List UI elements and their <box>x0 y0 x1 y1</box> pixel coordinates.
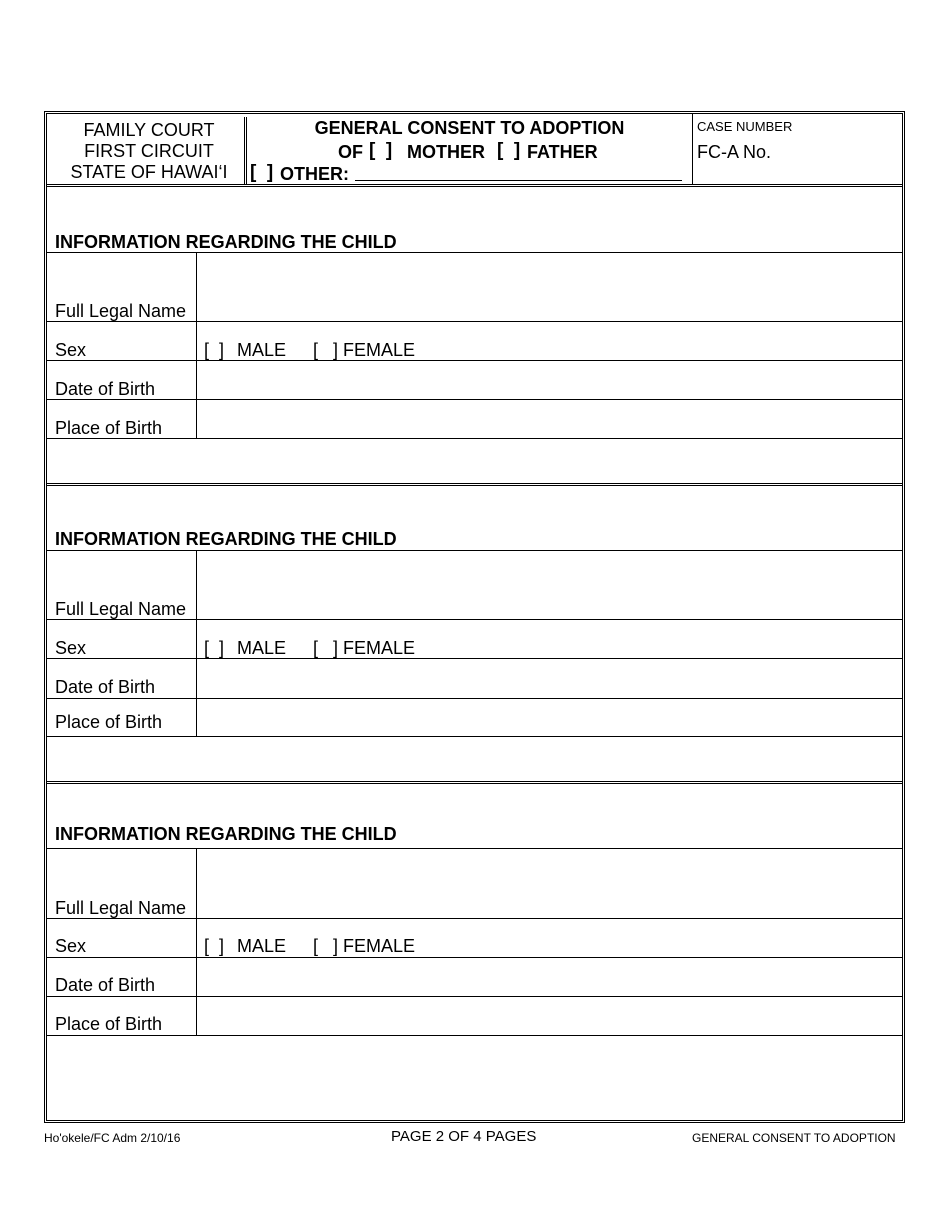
row-divider <box>47 619 902 620</box>
date-of-birth-field[interactable] <box>199 960 899 995</box>
label-column-divider <box>196 551 197 737</box>
label-column-divider <box>196 849 197 1036</box>
female-label: FEMALE <box>343 936 416 956</box>
section-heading: INFORMATION REGARDING THE CHILD <box>55 232 397 252</box>
male-label: MALE <box>237 638 287 658</box>
section-heading: INFORMATION REGARDING THE CHILD <box>55 529 397 549</box>
case-number-value[interactable]: FC-A No. <box>697 142 772 162</box>
row-divider <box>47 957 902 958</box>
female-checkbox[interactable]: [ ] <box>313 340 339 360</box>
header-divider-right <box>692 114 693 185</box>
date-of-birth-label: Date of Birth <box>55 975 156 995</box>
place-of-birth-field[interactable] <box>199 999 899 1034</box>
male-checkbox[interactable]: [ ] <box>204 936 225 956</box>
sex-label: Sex <box>55 340 87 360</box>
court-name-line2: FIRST CIRCUIT <box>84 141 214 161</box>
female-label: FEMALE <box>343 340 416 360</box>
date-of-birth-field[interactable] <box>199 363 899 398</box>
row-divider <box>47 658 902 659</box>
female-checkbox[interactable]: [ ] <box>313 936 339 956</box>
full-legal-name-field[interactable] <box>199 553 899 618</box>
header-bottom-border <box>47 184 902 187</box>
option-mother-label: MOTHER <box>407 142 485 162</box>
sex-label: Sex <box>55 638 87 658</box>
place-of-birth-field[interactable] <box>199 701 899 735</box>
option-father-label: FATHER <box>527 142 598 162</box>
father-checkbox[interactable]: [ ] <box>497 140 521 161</box>
date-of-birth-label: Date of Birth <box>55 379 156 399</box>
case-number-label: CASE NUMBER <box>697 119 793 134</box>
mother-checkbox[interactable]: [ ] <box>369 140 393 161</box>
full-legal-name-label: Full Legal Name <box>55 599 187 619</box>
court-name-line3: STATE OF HAWAI‘I <box>70 162 228 182</box>
male-label: MALE <box>237 936 287 956</box>
full-legal-name-field[interactable] <box>199 255 899 320</box>
row-divider <box>47 360 902 361</box>
form-title: GENERAL CONSENT TO ADOPTION <box>314 118 625 138</box>
footer-form-title: GENERAL CONSENT TO ADOPTION <box>692 1131 896 1145</box>
row-divider <box>47 550 902 551</box>
place-of-birth-label: Place of Birth <box>55 712 163 732</box>
row-divider <box>47 399 902 400</box>
male-label: MALE <box>237 340 287 360</box>
male-checkbox[interactable]: [ ] <box>204 638 225 658</box>
place-of-birth-label: Place of Birth <box>55 418 163 438</box>
place-of-birth-label: Place of Birth <box>55 1014 163 1034</box>
row-divider <box>47 321 902 322</box>
male-checkbox[interactable]: [ ] <box>204 340 225 360</box>
sex-label: Sex <box>55 936 87 956</box>
section-border <box>47 781 902 784</box>
consent-form <box>44 111 905 1123</box>
full-legal-name-label: Full Legal Name <box>55 301 187 321</box>
row-divider <box>47 736 902 737</box>
female-checkbox[interactable]: [ ] <box>313 638 339 658</box>
form-id: Ho'okele/FC Adm 2/10/16 <box>44 1131 181 1145</box>
page-indicator: PAGE 2 OF 4 PAGES <box>391 1128 537 1145</box>
other-input-line[interactable] <box>355 180 682 181</box>
title-of: OF <box>338 142 363 162</box>
place-of-birth-field[interactable] <box>199 402 899 437</box>
row-divider <box>47 698 902 699</box>
other-checkbox[interactable]: [ ] <box>250 162 274 183</box>
row-divider <box>47 438 902 439</box>
section-border <box>47 483 902 486</box>
date-of-birth-field[interactable] <box>199 661 899 696</box>
section-heading: INFORMATION REGARDING THE CHILD <box>55 824 397 844</box>
label-column-divider <box>196 253 197 439</box>
option-other-label: OTHER: <box>280 164 349 184</box>
court-name-line1: FAMILY COURT <box>83 120 215 140</box>
row-divider <box>47 1035 902 1036</box>
full-legal-name-field[interactable] <box>199 851 899 916</box>
row-divider <box>47 996 902 997</box>
row-divider <box>47 252 902 253</box>
row-divider <box>47 848 902 849</box>
date-of-birth-label: Date of Birth <box>55 677 156 697</box>
row-divider <box>47 918 902 919</box>
full-legal-name-label: Full Legal Name <box>55 898 187 918</box>
female-label: FEMALE <box>343 638 416 658</box>
